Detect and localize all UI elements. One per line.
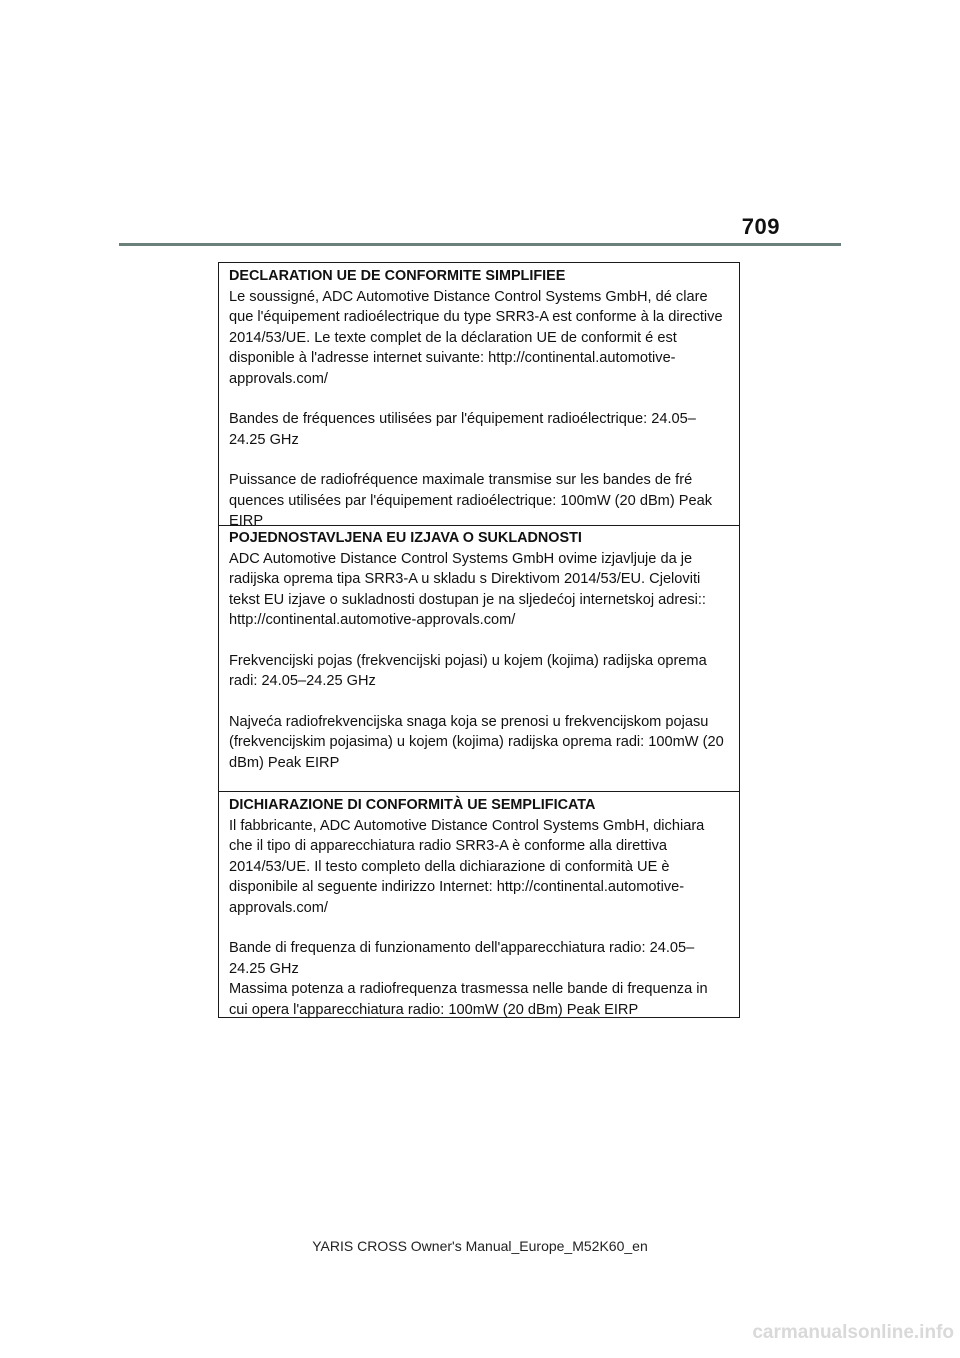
- section-title: DECLARATION UE DE CONFORMITE SIMPLIFIEE: [229, 268, 566, 284]
- section-paragraph: Frekvencijski pojas (frekvencijski pojasi) u kojem (kojima) radijska oprema radi: 24.05–24.25 GHz: [229, 652, 707, 689]
- section-paragraph: Najveća radiofrekvencijska snaga koja se prenosi u frekvencijskom pojasu (frekvencijskim pojasima) u kojem (kojima) radijska oprema radi: 100mW (20 dBm) Peak EIRP: [229, 713, 724, 771]
- section-paragraph: Le soussigné, ADC Automotive Distance Control Systems GmbH, dé clare que l'équipement radioélectrique du type SRR3-A est conforme à la directive 2014/53/UE. Le texte complet de la déclaration UE de conformit é est disponible à l'adresse internet suivante: http://continental.automotive-approvals.com/: [229, 288, 723, 387]
- declaration-section-it: [219, 791, 739, 1017]
- site-watermark: carmanualsonline.info: [752, 1322, 954, 1343]
- section-paragraph: Bande di frequenza di funzionamento dell'apparecchiatura radio: 24.05–24.25 GHz: [229, 940, 695, 977]
- declarations-box: [218, 262, 740, 1018]
- header-divider: [119, 243, 841, 246]
- section-paragraph: Puissance de radiofréquence maximale transmise sur les bandes de fré quences utilisées par l'équipement radioélectrique: 100mW (20 dBm) Peak EIRP: [229, 472, 713, 529]
- declaration-section-fr: [219, 263, 739, 529]
- page-number: 709: [741, 214, 780, 239]
- declaration-section-hr: [219, 525, 739, 791]
- page-footer: YARIS CROSS Owner's Manual_Europe_M52K60_en: [312, 1238, 648, 1254]
- section-paragraph: Il fabbricante, ADC Automotive Distance Control Systems GmbH, dichiara che il tipo di apparecchiatura radio SRR3-A è conforme alla direttiva 2014/53/UE. Il testo completo della dichiarazione di conformità UE è disponibile al seguente indirizzo Internet: http://continental.automotive-approvals.com/: [229, 817, 705, 916]
- section-paragraph: ADC Automotive Distance Control Systems GmbH ovime izjavljuje da je radijska oprema tipa SRR3-A u skladu s Direktivom 2014/53/EU. Cjeloviti tekst EU izjave o sukladnosti dostupan je na sljedećoj internetskoj adresi:: http://continental.automotive-approvals.com/: [229, 550, 706, 628]
- section-title: DICHIARAZIONE DI CONFORMITÀ UE SEMPLIFICATA: [229, 797, 596, 813]
- section-paragraph: Massima potenza a radiofrequenza trasmessa nelle bande di frequenza in cui opera l'apparecchiatura radio: 100mW (20 dBm) Peak EIRP: [229, 981, 708, 1018]
- section-paragraph: Bandes de fréquences utilisées par l'équipement radioélectrique: 24.05–24.25 GHz: [229, 411, 696, 448]
- section-title: POJEDNOSTAVLJENA EU IZJAVA O SUKLADNOSTI: [229, 530, 582, 546]
